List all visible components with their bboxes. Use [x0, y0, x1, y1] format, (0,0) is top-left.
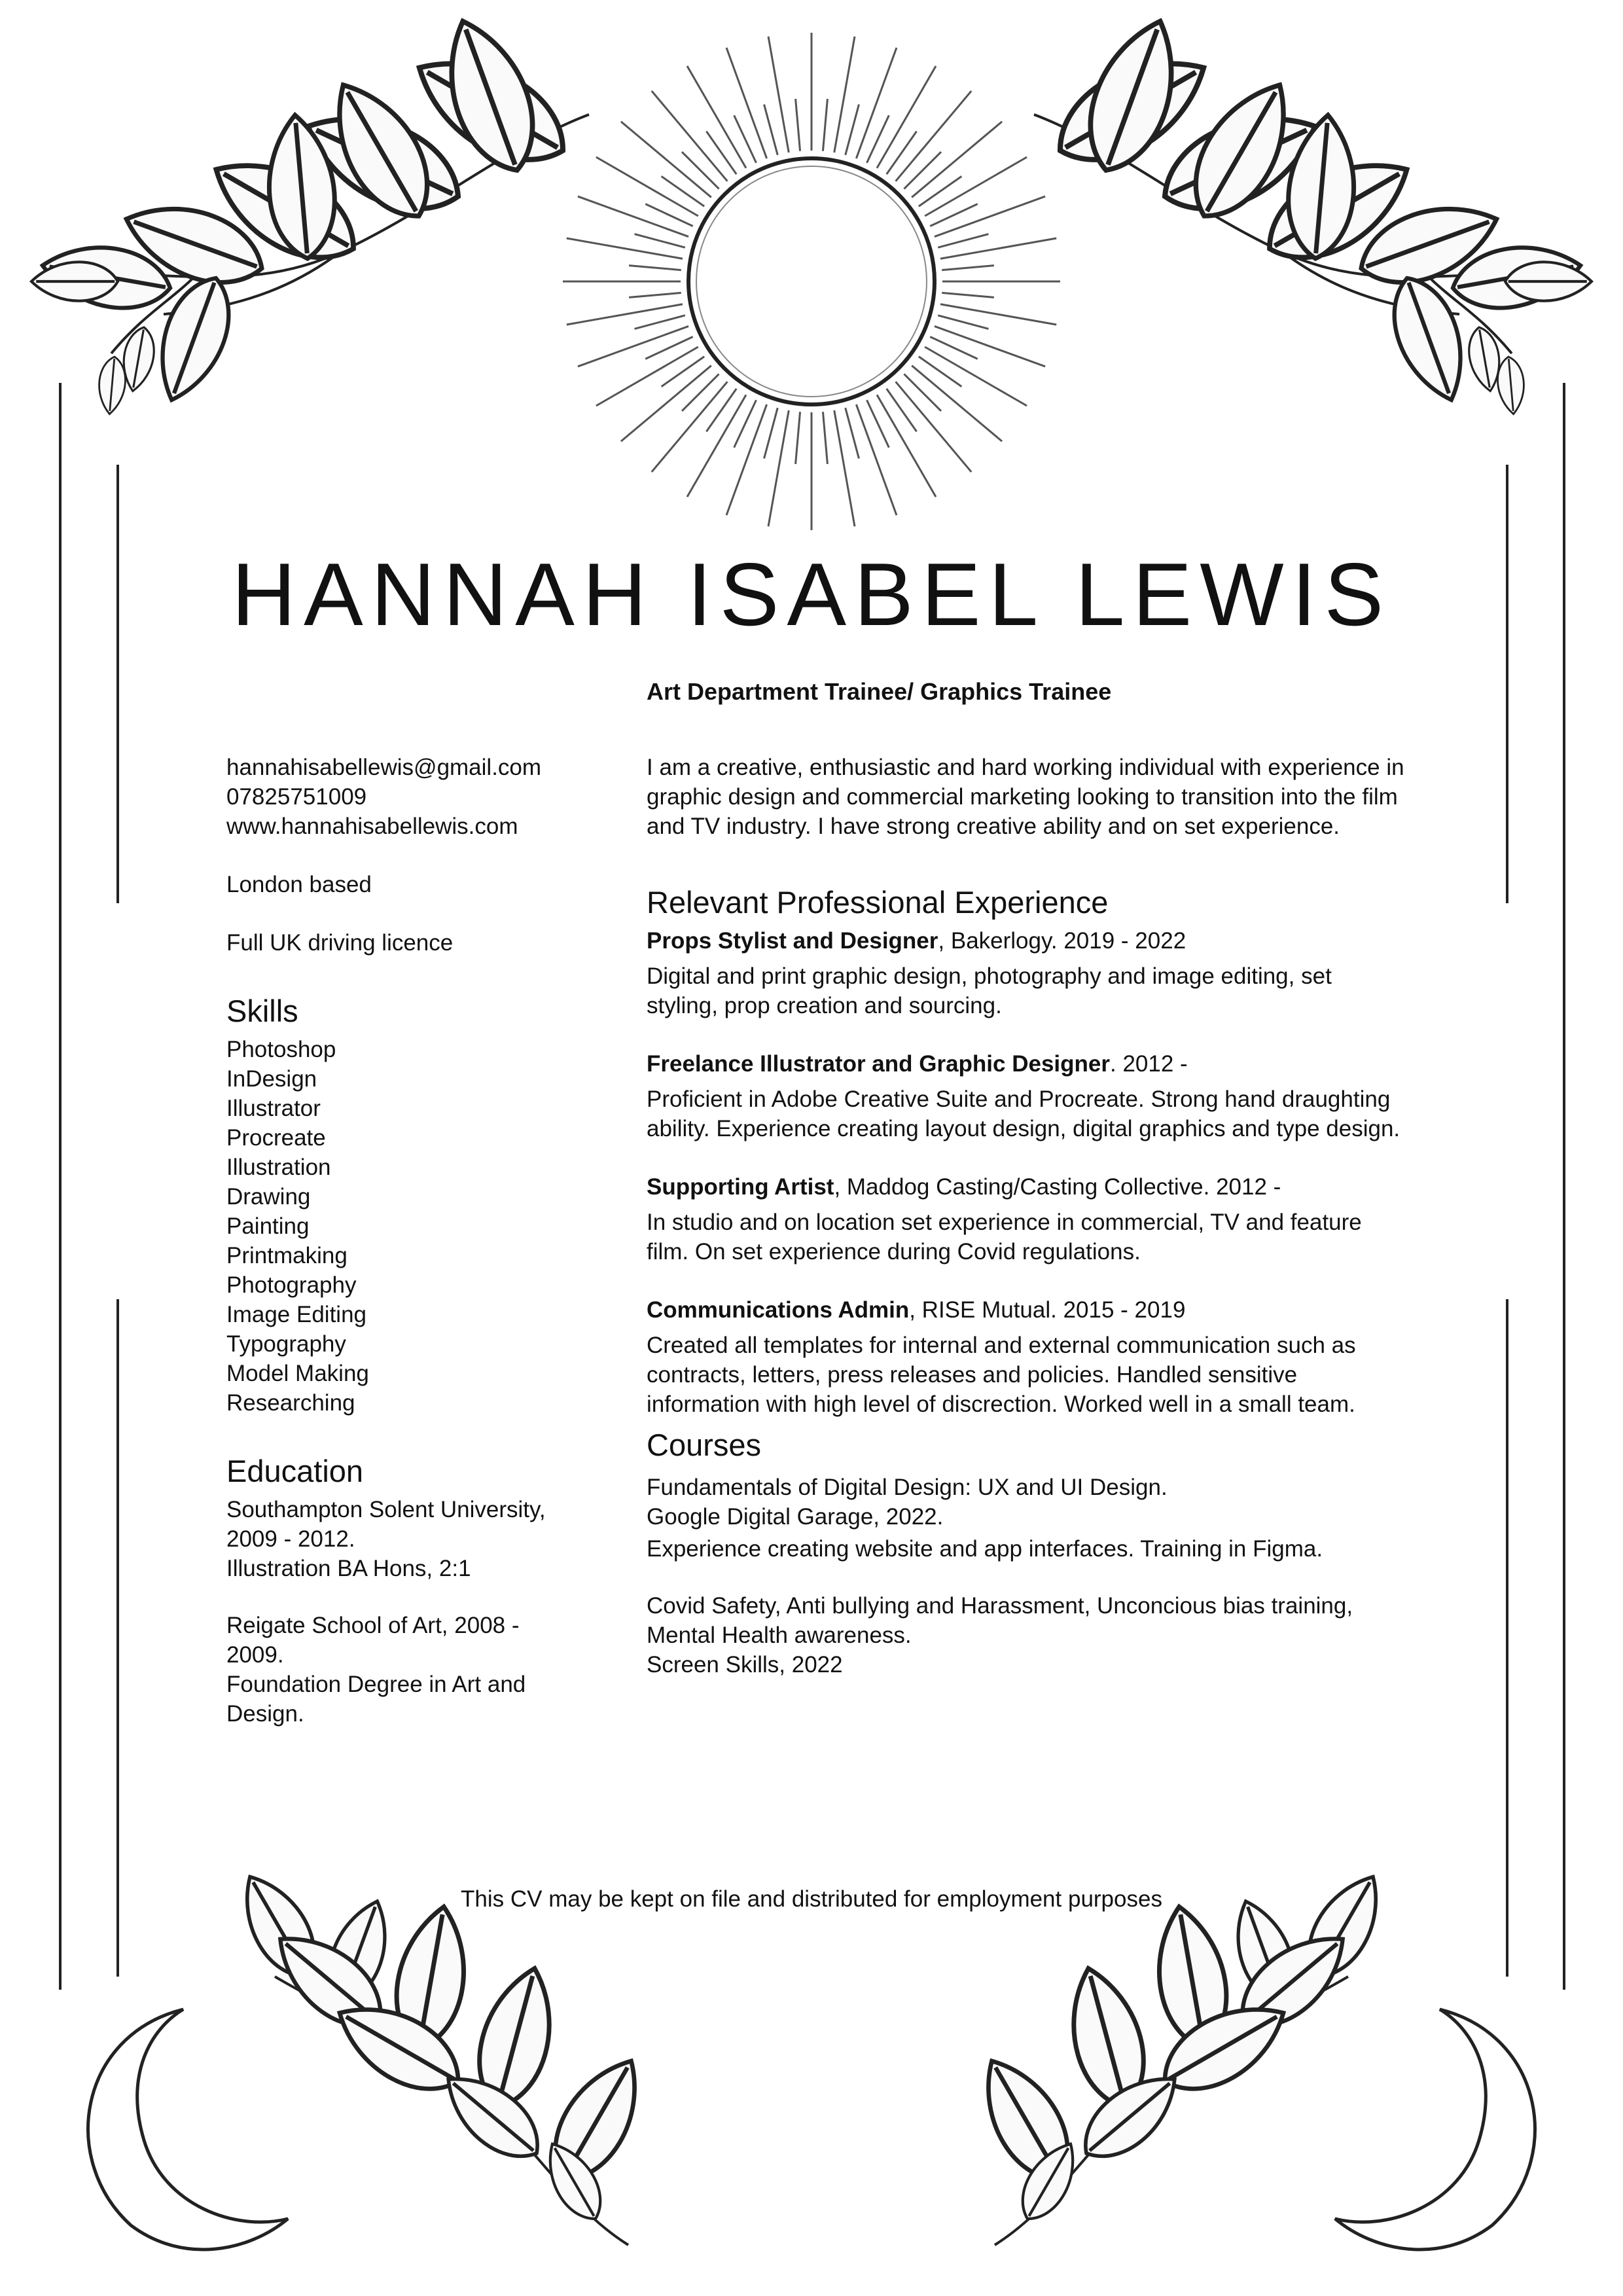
phone-text: 07825751009: [226, 784, 367, 810]
education-dates: 2009.: [226, 1642, 284, 1668]
sun-ray: [662, 176, 705, 206]
skill-item: Typography: [226, 1331, 346, 1357]
course-note: Experience creating website and app interfaces. Training in Figma.: [647, 1536, 1323, 1562]
sun-ray: [938, 234, 988, 248]
crescent-moon-icon: [1335, 2009, 1535, 2250]
job-description: Proficient in Adobe Creative Suite and Procreate. Strong hand draughting ability. Experience creating layout design, digital graphics and type design.: [647, 1086, 1400, 1141]
job-heading: [647, 1049, 1406, 1079]
job-entry: [647, 1295, 1406, 1419]
job-detail: , RISE Mutual. 2015 - 2019: [909, 1297, 1186, 1323]
sun-icon: [563, 33, 1060, 530]
skill-item: Illustrator: [226, 1096, 321, 1121]
sun-ray: [846, 105, 859, 155]
course-name: Fundamentals of Digital Design: UX and UI Design.: [647, 1475, 1168, 1500]
sun-ray: [764, 105, 778, 155]
sun-ray: [877, 66, 936, 168]
sun-ray: [635, 234, 685, 248]
education-institution: Reigate School of Art, 2008 -: [226, 1613, 520, 1638]
left-column: [226, 753, 593, 1729]
skills-heading: Skills: [226, 994, 298, 1028]
sun-ray: [925, 347, 1027, 406]
right-column: [647, 753, 1406, 1679]
skills-list: [226, 1035, 593, 1418]
sun-ray: [919, 357, 962, 387]
course-entry: [647, 1473, 1406, 1564]
sun-ray: [912, 366, 1002, 442]
sun-ray: [887, 132, 917, 175]
course-provider: Screen Skills, 2022: [647, 1652, 843, 1677]
sun-ray: [896, 91, 972, 181]
job-heading: [647, 926, 1406, 956]
job-heading: [647, 1295, 1406, 1325]
skill-item: Painting: [226, 1213, 310, 1239]
job-detail: , Bakerlogy. 2019 - 2022: [938, 928, 1186, 954]
skill-item: Model Making: [226, 1361, 369, 1386]
crescent-moon-icon: [88, 2009, 288, 2250]
profile-summary: I am a creative, enthusiastic and hard working individual with experience in graphic design and commercial marketing looking to transition into the film and TV industry. I have strong creative ability and on set experience.: [647, 755, 1404, 839]
job-heading: [647, 1172, 1406, 1202]
sun-ray: [925, 157, 1027, 216]
sun-ray: [687, 395, 746, 497]
leafy-vine-icon: [965, 1864, 1396, 2245]
job-entry: [647, 1049, 1406, 1143]
skill-item: Illustration: [226, 1155, 331, 1180]
sun-ray: [662, 357, 705, 387]
sun-ray: [904, 152, 941, 189]
licence-text: Full UK driving licence: [226, 930, 454, 956]
skill-item: Researching: [226, 1390, 355, 1416]
sun-ray: [896, 382, 972, 472]
education-institution: Southampton Solent University,: [226, 1497, 546, 1522]
sun-ray: [912, 122, 1002, 198]
footer-note: This CV may be kept on file and distributed for employment purposes: [461, 1886, 1162, 1912]
sun-ray: [652, 382, 728, 472]
sun-ray: [919, 176, 962, 206]
role-title: Art Department Trainee/ Graphics Trainee: [647, 678, 1112, 705]
sun-ray: [823, 99, 827, 151]
leafy-vine-icon: [31, 9, 589, 415]
sun-ray: [877, 395, 936, 497]
sun-ray: [796, 412, 800, 464]
sun-ray: [796, 99, 800, 151]
email-text: hannahisabellewis@gmail.com: [226, 755, 542, 780]
job-description: Created all templates for internal and external communication such as contracts, letters, press releases and policies. Handled sensitive information with high level of discrection. Worked well in a small team.: [647, 1333, 1356, 1417]
sun-ray: [596, 347, 698, 406]
skill-item: Drawing: [226, 1184, 311, 1210]
website-text: www.hannahisabellewis.com: [226, 814, 518, 839]
job-title: Communications Admin: [647, 1297, 910, 1323]
sun-ray: [706, 389, 736, 432]
education-entry: [226, 1495, 593, 1583]
course-provider: Google Digital Garage, 2022.: [647, 1504, 944, 1530]
experience-heading: Relevant Professional Experience: [647, 885, 1109, 920]
sun-ray: [938, 315, 988, 329]
sun-ray: [596, 157, 698, 216]
skill-item: Procreate: [226, 1125, 326, 1151]
job-entry: [647, 1172, 1406, 1266]
job-description: Digital and print graphic design, photography and image editing, set styling, prop creation and sourcing.: [647, 963, 1332, 1018]
courses-heading: Courses: [647, 1427, 762, 1462]
job-title: Props Stylist and Designer: [647, 928, 938, 954]
sun-ray: [706, 132, 736, 175]
skill-item: Photoshop: [226, 1037, 336, 1062]
sun-ray: [942, 266, 994, 270]
sun-ray: [621, 366, 711, 442]
sun-ray: [764, 408, 778, 458]
sun-ray: [687, 66, 746, 168]
education-entry: [226, 1611, 593, 1729]
job-title: Freelance Illustrator and Graphic Designer: [647, 1051, 1110, 1077]
location-text: London based: [226, 872, 372, 897]
sun-ray: [621, 122, 711, 198]
sun-ray: [904, 374, 941, 411]
job-description: In studio and on location set experience in commercial, TV and feature film. On set experience during Covid regulations.: [647, 1210, 1362, 1265]
leafy-vine-icon: [228, 1864, 658, 2245]
skill-item: InDesign: [226, 1066, 317, 1092]
education-heading: Education: [226, 1454, 364, 1488]
job-detail: , Maddog Casting/Casting Collective. 2012 -: [834, 1174, 1281, 1200]
skill-item: Image Editing: [226, 1302, 367, 1327]
job-detail: . 2012 -: [1110, 1051, 1188, 1077]
education-dates: 2009 - 2012.: [226, 1526, 355, 1552]
education-qualification: Illustration BA Hons, 2:1: [226, 1556, 471, 1581]
sun-ray: [942, 293, 994, 297]
sun-ray: [682, 152, 719, 189]
skill-item: Photography: [226, 1272, 357, 1298]
leafy-vine-icon: [1034, 9, 1592, 415]
job-title: Supporting Artist: [647, 1174, 834, 1200]
sun-ray: [846, 408, 859, 458]
sun-ray: [629, 266, 681, 270]
course-entry: [647, 1591, 1406, 1679]
sun-ray: [887, 389, 917, 432]
education-qualification: Foundation Degree in Art and Design.: [226, 1672, 526, 1727]
sun-ray: [682, 374, 719, 411]
candidate-name: HANNAH ISABEL LEWIS: [231, 545, 1392, 644]
sun-ray: [635, 315, 685, 329]
course-name: Covid Safety, Anti bullying and Harassment, Unconcious bias training, Mental Health awareness.: [647, 1593, 1353, 1648]
skill-item: Printmaking: [226, 1243, 348, 1268]
sun-ray: [629, 293, 681, 297]
sun-ray: [652, 91, 728, 181]
job-entry: [647, 926, 1406, 1020]
sun-ray: [823, 412, 827, 464]
